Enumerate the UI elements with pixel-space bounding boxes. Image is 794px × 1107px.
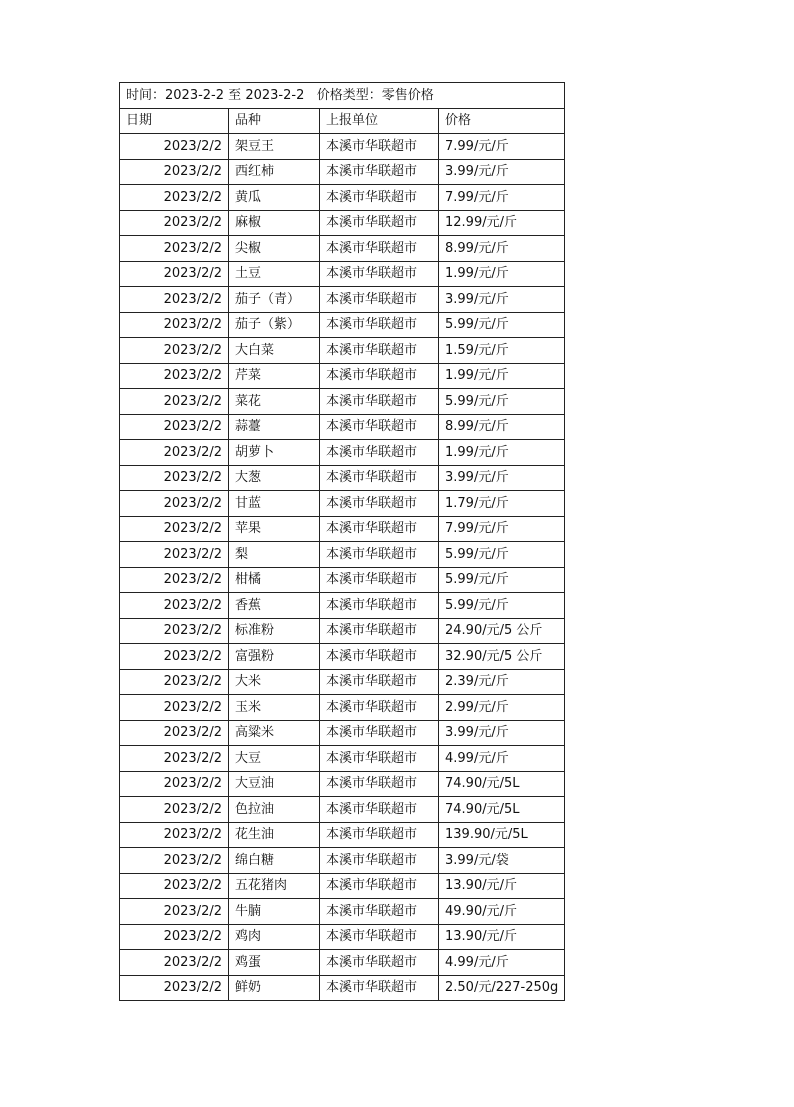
cell-item: 鸡蛋: [229, 950, 320, 976]
date-from: 2023-2-2: [165, 87, 225, 103]
cell-date: 2023/2/2: [120, 389, 229, 415]
cell-unit: 本溪市华联超市: [320, 542, 439, 568]
table-row: [120, 236, 565, 262]
cell-price: 1.59/元/斤: [439, 338, 565, 364]
cell-date: 2023/2/2: [120, 924, 229, 950]
cell-date: 2023/2/2: [120, 491, 229, 517]
table-row: [120, 873, 565, 899]
cell-unit: 本溪市华联超市: [320, 720, 439, 746]
table-row: [120, 542, 565, 568]
cell-unit: 本溪市华联超市: [320, 414, 439, 440]
table-row: [120, 363, 565, 389]
cell-date: 2023/2/2: [120, 465, 229, 491]
table-row: [120, 465, 565, 491]
cell-price: 5.99/元/斤: [439, 542, 565, 568]
table-row: [120, 338, 565, 364]
cell-date: 2023/2/2: [120, 797, 229, 823]
cell-date: 2023/2/2: [120, 516, 229, 542]
cell-date: 2023/2/2: [120, 236, 229, 262]
cell-item: 花生油: [229, 822, 320, 848]
cell-date: 2023/2/2: [120, 261, 229, 287]
cell-item: 胡萝卜: [229, 440, 320, 466]
cell-date: 2023/2/2: [120, 746, 229, 772]
table-row: [120, 797, 565, 823]
cell-date: 2023/2/2: [120, 159, 229, 185]
cell-price: 5.99/元/斤: [439, 389, 565, 415]
cell-item: 架豆王: [229, 134, 320, 160]
table-row: [120, 185, 565, 211]
cell-item: 大豆: [229, 746, 320, 772]
column-header-price: 价格: [439, 108, 565, 134]
cell-item: 大米: [229, 669, 320, 695]
cell-date: 2023/2/2: [120, 312, 229, 338]
table-row: [120, 924, 565, 950]
cell-price: 4.99/元/斤: [439, 950, 565, 976]
cell-price: 13.90/元/斤: [439, 873, 565, 899]
cell-unit: 本溪市华联超市: [320, 389, 439, 415]
table-row: [120, 771, 565, 797]
cell-price: 1.99/元/斤: [439, 261, 565, 287]
table-row: [120, 669, 565, 695]
cell-price: 2.99/元/斤: [439, 695, 565, 721]
cell-price: 2.50/元/227-250g: [439, 975, 565, 1001]
cell-unit: 本溪市华联超市: [320, 236, 439, 262]
cell-unit: 本溪市华联超市: [320, 261, 439, 287]
table-row: [120, 210, 565, 236]
cell-unit: 本溪市华联超市: [320, 899, 439, 925]
cell-price: 74.90/元/5L: [439, 797, 565, 823]
price-type-label: 价格类型：: [316, 87, 382, 103]
table-row: [120, 899, 565, 925]
cell-item: 大白菜: [229, 338, 320, 364]
cell-unit: 本溪市华联超市: [320, 287, 439, 313]
cell-unit: 本溪市华联超市: [320, 873, 439, 899]
cell-price: 3.99/元/斤: [439, 720, 565, 746]
cell-price: 24.90/元/5 公斤: [439, 618, 565, 644]
table-header-row: [120, 108, 565, 134]
cell-price: 5.99/元/斤: [439, 593, 565, 619]
time-label: 时间：: [126, 87, 166, 103]
cell-date: 2023/2/2: [120, 593, 229, 619]
table-caption-row: [120, 83, 565, 109]
table-row: [120, 414, 565, 440]
cell-price: 7.99/元/斤: [439, 185, 565, 211]
cell-date: 2023/2/2: [120, 771, 229, 797]
column-header-date: 日期: [120, 108, 229, 134]
cell-price: 7.99/元/斤: [439, 516, 565, 542]
cell-unit: 本溪市华联超市: [320, 312, 439, 338]
table-row: [120, 312, 565, 338]
cell-price: 3.99/元/斤: [439, 159, 565, 185]
cell-unit: 本溪市华联超市: [320, 159, 439, 185]
cell-item: 柑橘: [229, 567, 320, 593]
cell-item: 梨: [229, 542, 320, 568]
cell-item: 蒜薹: [229, 414, 320, 440]
table-row: [120, 618, 565, 644]
cell-price: 8.99/元/斤: [439, 414, 565, 440]
price-type: 零售价格: [381, 87, 434, 103]
cell-price: 1.99/元/斤: [439, 363, 565, 389]
cell-item: 土豆: [229, 261, 320, 287]
cell-date: 2023/2/2: [120, 134, 229, 160]
cell-unit: 本溪市华联超市: [320, 746, 439, 772]
cell-item: 鸡肉: [229, 924, 320, 950]
table-row: [120, 822, 565, 848]
cell-price: 32.90/元/5 公斤: [439, 644, 565, 670]
cell-item: 高粱米: [229, 720, 320, 746]
table-row: [120, 848, 565, 874]
table-row: [120, 695, 565, 721]
cell-date: 2023/2/2: [120, 414, 229, 440]
cell-unit: 本溪市华联超市: [320, 593, 439, 619]
table-row: [120, 440, 565, 466]
table-row: [120, 516, 565, 542]
table-row: [120, 491, 565, 517]
cell-price: 1.99/元/斤: [439, 440, 565, 466]
cell-date: 2023/2/2: [120, 210, 229, 236]
cell-item: 标准粉: [229, 618, 320, 644]
table-caption: [120, 83, 565, 109]
cell-item: 绵白糖: [229, 848, 320, 874]
cell-price: 5.99/元/斤: [439, 567, 565, 593]
cell-price: 4.99/元/斤: [439, 746, 565, 772]
cell-item: 大葱: [229, 465, 320, 491]
cell-price: 3.99/元/袋: [439, 848, 565, 874]
cell-price: 5.99/元/斤: [439, 312, 565, 338]
cell-price: 74.90/元/5L: [439, 771, 565, 797]
cell-price: 3.99/元/斤: [439, 465, 565, 491]
cell-unit: 本溪市华联超市: [320, 950, 439, 976]
cell-price: 1.79/元/斤: [439, 491, 565, 517]
cell-date: 2023/2/2: [120, 287, 229, 313]
cell-date: 2023/2/2: [120, 950, 229, 976]
cell-date: 2023/2/2: [120, 720, 229, 746]
cell-date: 2023/2/2: [120, 185, 229, 211]
cell-date: 2023/2/2: [120, 644, 229, 670]
table-row: [120, 746, 565, 772]
cell-item: 牛腩: [229, 899, 320, 925]
column-header-item: 品种: [229, 108, 320, 134]
cell-unit: 本溪市华联超市: [320, 695, 439, 721]
cell-unit: 本溪市华联超市: [320, 338, 439, 364]
cell-unit: 本溪市华联超市: [320, 771, 439, 797]
cell-item: 色拉油: [229, 797, 320, 823]
table-row: [120, 593, 565, 619]
cell-item: 茄子（青）: [229, 287, 320, 313]
cell-item: 黄瓜: [229, 185, 320, 211]
cell-unit: 本溪市华联超市: [320, 491, 439, 517]
table-row: [120, 287, 565, 313]
cell-unit: 本溪市华联超市: [320, 363, 439, 389]
cell-unit: 本溪市华联超市: [320, 975, 439, 1001]
cell-item: 尖椒: [229, 236, 320, 262]
cell-item: 甘蓝: [229, 491, 320, 517]
table-body: [120, 134, 565, 1001]
cell-item: 西红柿: [229, 159, 320, 185]
cell-date: 2023/2/2: [120, 363, 229, 389]
cell-date: 2023/2/2: [120, 899, 229, 925]
cell-item: 菜花: [229, 389, 320, 415]
cell-price: 12.99/元/斤: [439, 210, 565, 236]
cell-price: 13.90/元/斤: [439, 924, 565, 950]
cell-unit: 本溪市华联超市: [320, 465, 439, 491]
cell-item: 大豆油: [229, 771, 320, 797]
cell-unit: 本溪市华联超市: [320, 618, 439, 644]
cell-unit: 本溪市华联超市: [320, 924, 439, 950]
cell-unit: 本溪市华联超市: [320, 822, 439, 848]
cell-item: 麻椒: [229, 210, 320, 236]
cell-item: 芹菜: [229, 363, 320, 389]
table-row: [120, 567, 565, 593]
cell-unit: 本溪市华联超市: [320, 848, 439, 874]
cell-date: 2023/2/2: [120, 618, 229, 644]
cell-price: 7.99/元/斤: [439, 134, 565, 160]
cell-price: 2.39/元/斤: [439, 669, 565, 695]
table-row: [120, 644, 565, 670]
date-to: 2023-2-2: [245, 87, 305, 103]
cell-unit: 本溪市华联超市: [320, 797, 439, 823]
table-row: [120, 159, 565, 185]
cell-item: 香蕉: [229, 593, 320, 619]
cell-date: 2023/2/2: [120, 848, 229, 874]
cell-item: 玉米: [229, 695, 320, 721]
table-row: [120, 720, 565, 746]
cell-unit: 本溪市华联超市: [320, 134, 439, 160]
cell-item: 鲜奶: [229, 975, 320, 1001]
cell-date: 2023/2/2: [120, 440, 229, 466]
cell-item: 五花猪肉: [229, 873, 320, 899]
cell-unit: 本溪市华联超市: [320, 210, 439, 236]
cell-unit: 本溪市华联超市: [320, 644, 439, 670]
cell-item: 富强粉: [229, 644, 320, 670]
cell-price: 3.99/元/斤: [439, 287, 565, 313]
cell-price: 8.99/元/斤: [439, 236, 565, 262]
cell-date: 2023/2/2: [120, 695, 229, 721]
cell-unit: 本溪市华联超市: [320, 516, 439, 542]
cell-price: 49.90/元/斤: [439, 899, 565, 925]
cell-date: 2023/2/2: [120, 873, 229, 899]
cell-date: 2023/2/2: [120, 567, 229, 593]
table-row: [120, 389, 565, 415]
cell-price: 139.90/元/5L: [439, 822, 565, 848]
cell-item: 苹果: [229, 516, 320, 542]
cell-unit: 本溪市华联超市: [320, 440, 439, 466]
cell-unit: 本溪市华联超市: [320, 567, 439, 593]
table-row: [120, 261, 565, 287]
cell-unit: 本溪市华联超市: [320, 185, 439, 211]
price-table: [119, 82, 565, 1001]
table-row: [120, 134, 565, 160]
cell-date: 2023/2/2: [120, 338, 229, 364]
cell-item: 茄子（紫）: [229, 312, 320, 338]
column-header-unit: 上报单位: [320, 108, 439, 134]
table-row: [120, 975, 565, 1001]
cell-date: 2023/2/2: [120, 669, 229, 695]
cell-date: 2023/2/2: [120, 542, 229, 568]
cell-date: 2023/2/2: [120, 822, 229, 848]
cell-date: 2023/2/2: [120, 975, 229, 1001]
range-word: 至: [228, 87, 242, 103]
table-row: [120, 950, 565, 976]
cell-unit: 本溪市华联超市: [320, 669, 439, 695]
